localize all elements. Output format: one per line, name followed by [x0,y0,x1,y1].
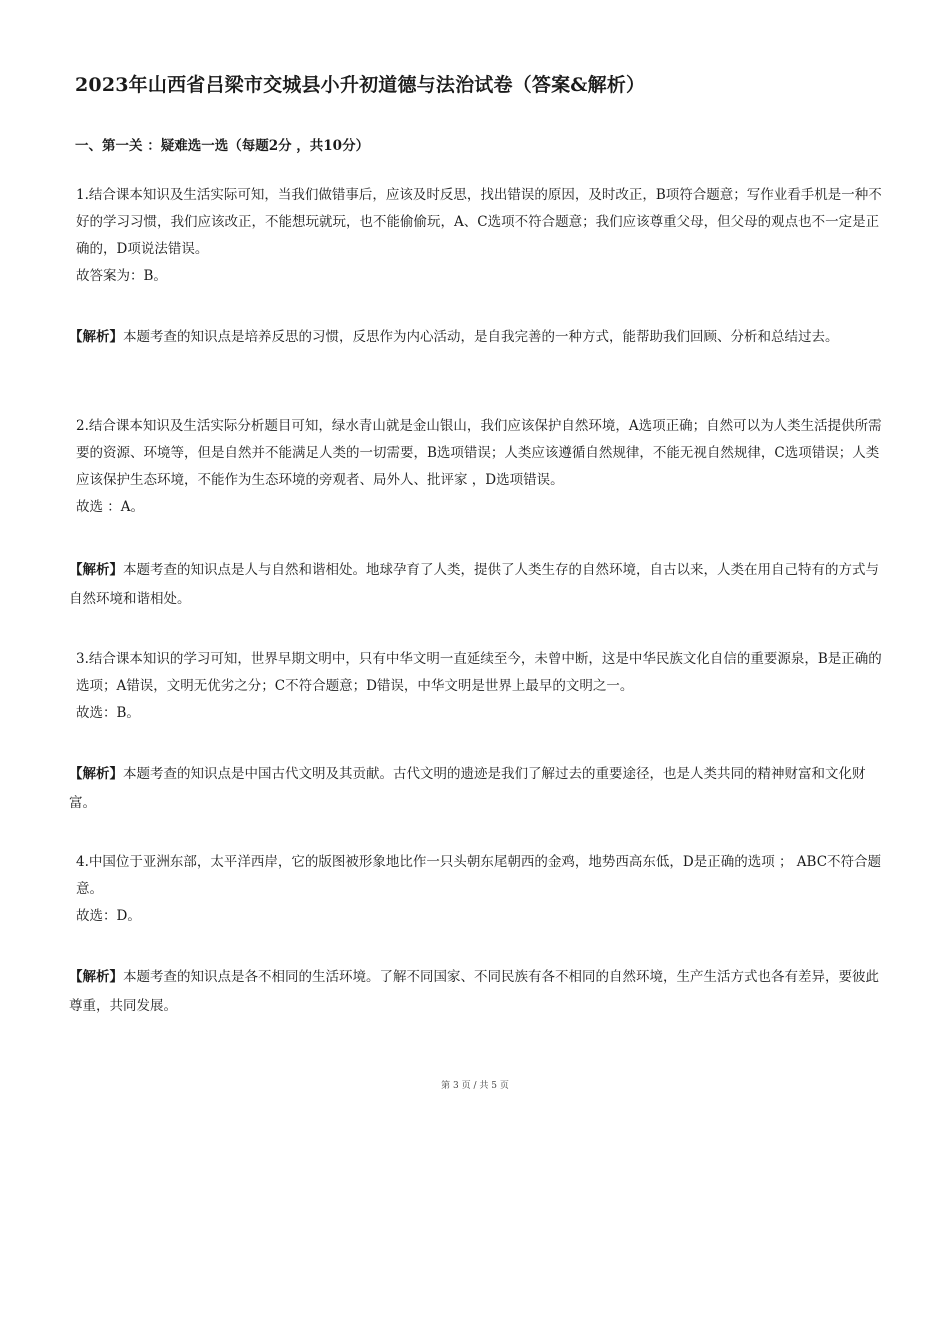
answer-block-3 [76,646,888,727]
answer-block-2 [76,413,888,521]
analysis-text: 本题考查的知识点是人与自然和谐相处。地球孕育了人类，提供了人类生存的自然环境，自古以来，人类在用自己特有的方式与自然环境和谐相处。 [69,562,879,607]
answer-conclusion: 故选：D。 [76,908,141,924]
answer-conclusion: 故选 ：A。 [76,499,145,515]
answer-block-4 [76,849,888,930]
analysis-block-1 [69,323,885,352]
answer-text: 4.中国位于亚洲东部，太平洋西岸，它的版图被形象地比作一只头朝东尾朝西的金鸡，地势西高东低，D是正确的选项 ； ABC不符合题意。 [76,854,882,897]
document-title: 2023年山西省吕梁市交城县小升初道德与法治试卷（答案&解析） [75,74,646,96]
analysis-tag: 【解析】 [69,329,123,345]
analysis-text: 本题考查的知识点是各不相同的生活环境。了解不同国家、不同民族有各不相同的自然环境，生产生活方式也各有差异，要彼此尊重，共同发展。 [69,969,879,1014]
answer-conclusion: 故答案为：B。 [76,268,167,284]
analysis-block-4 [69,963,885,1021]
answer-text: 1.结合课本知识及生活实际可知，当我们做错事后，应该及时反思，找出错误的原因，及时改正，B项符合题意；写作业看手机是一种不好的学习习惯，我们应该改正，不能想玩就玩，也不能偷偷玩，A、C选项不符合题意；我们应该尊重父母，但父母的观点也不一定是正确的，D项说法错误。 [76,187,882,257]
analysis-tag: 【解析】 [69,766,123,782]
analysis-tag: 【解析】 [69,969,123,985]
analysis-block-3 [69,760,885,818]
answer-text: 2.结合课本知识及生活实际分析题目可知，绿水青山就是金山银山，我们应该保护自然环境，A选项正确；自然可以为人类生活提供所需要的资源、环境等，但是自然并不能满足人类的一切需要，B选项错误；人类应该遵循自然规律，不能无视自然规律，C选项错误；人类应该保护生态环境，不能作为生态环境的旁观者、局外人、批评家 ，D选项错误。 [76,418,882,488]
analysis-tag: 【解析】 [69,562,123,578]
analysis-text: 本题考查的知识点是中国古代文明及其贡献。古代文明的遗迹是我们了解过去的重要途径，也是人类共同的精神财富和文化财富。 [69,766,866,811]
section-heading: 一、第一关 ：疑难选一选（每题2分 ，共10分） [75,138,370,154]
answer-block-1 [76,182,888,290]
answer-text: 3.结合课本知识的学习可知，世界早期文明中，只有中华文明一直延续至今，未曾中断，这是中华民族文化自信的重要源泉，B是正确的选项；A错误，文明无优劣之分；C不符合题意；D错误，中华文明是世界上最早的文明之一。 [76,651,882,694]
analysis-text: 本题考查的知识点是培养反思的习惯，反思作为内心活动，是自我完善的一种方式，能帮助我们回顾、分析和总结过去。 [123,329,839,345]
page-footer: 第 3 页 / 共 5 页 [441,1081,509,1091]
answer-conclusion: 故选：B。 [76,705,140,721]
analysis-block-2 [69,556,885,614]
